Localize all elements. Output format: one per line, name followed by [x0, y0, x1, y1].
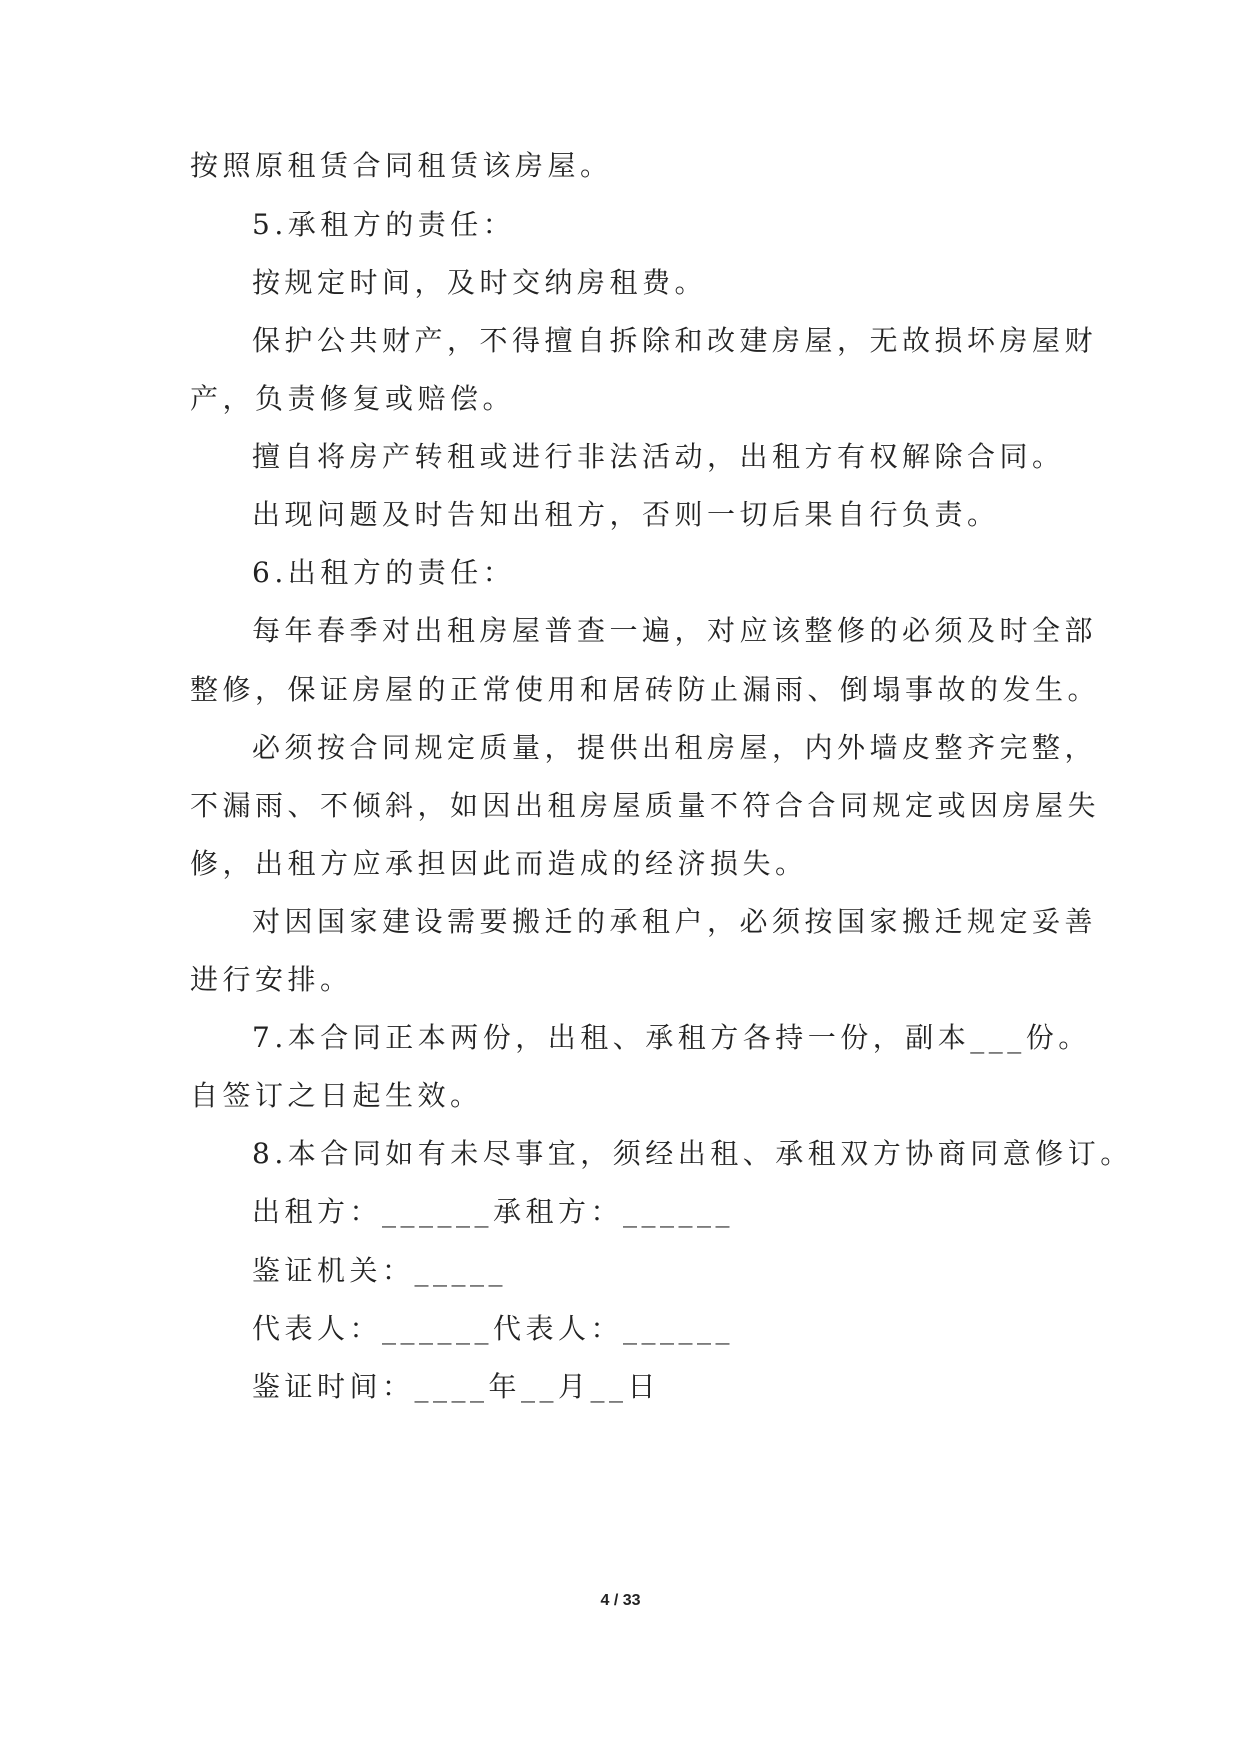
- paragraph-line: 整修，保证房屋的正常使用和居砖防止漏雨、倒塌事故的发生。: [190, 673, 1101, 706]
- paragraph-line: 每年春季对出租房屋普查一遍，对应该整修的必须及时全部: [252, 614, 1098, 647]
- paragraph-line: 出现问题及时告知出租方，否则一切后果自行负责。: [252, 498, 1000, 531]
- paragraph-line: 按规定时间，及时交纳房租费。: [252, 266, 708, 299]
- representatives-line: 代表人：______代表人：______: [252, 1312, 735, 1345]
- paragraph-line: 修，出租方应承担因此而造成的经济损失。: [190, 847, 808, 880]
- page-number: 4 / 33: [600, 1592, 641, 1609]
- paragraph-line: 对因国家建设需要搬迁的承租户，必须按国家搬迁规定妥善: [252, 905, 1098, 938]
- paragraph-line: 不漏雨、不倾斜，如因出租房屋质量不符合合同规定或因房屋失: [190, 789, 1101, 822]
- paragraph-line: 进行安排。: [190, 963, 353, 996]
- paragraph-line: 擅自将房产转租或进行非法活动，出租方有权解除合同。: [252, 440, 1065, 473]
- section-heading-tenant-duties: 5.承租方的责任：: [252, 208, 516, 241]
- paragraph-line: 保护公共财产，不得擅自拆除和改建房屋，无故损坏房屋财: [252, 324, 1098, 357]
- paragraph-line: 必须按合同规定质量，提供出租房屋，内外墙皮整齐完整，: [252, 731, 1098, 764]
- paragraph-line: 产，负责修复或赔偿。: [190, 382, 516, 415]
- paragraph-line: 自签订之日起生效。: [190, 1079, 483, 1112]
- section-heading-landlord-duties: 6.出租方的责任：: [252, 556, 516, 589]
- authentication-authority-line: 鉴证机关：_____: [252, 1254, 508, 1287]
- clause-8-line: 8.本合同如有未尽事宜，须经出租、承租双方协商同意修订。: [252, 1137, 1133, 1170]
- signature-parties-line: 出租方：______承租方：______: [252, 1195, 735, 1228]
- clause-7-line: 7.本合同正本两份，出租、承租方各持一份，副本___份。: [252, 1021, 1091, 1054]
- paragraph-line: 按照原租赁合同租赁该房屋。: [190, 149, 613, 182]
- authentication-date-line: 鉴证时间：____年__月__日: [252, 1370, 661, 1403]
